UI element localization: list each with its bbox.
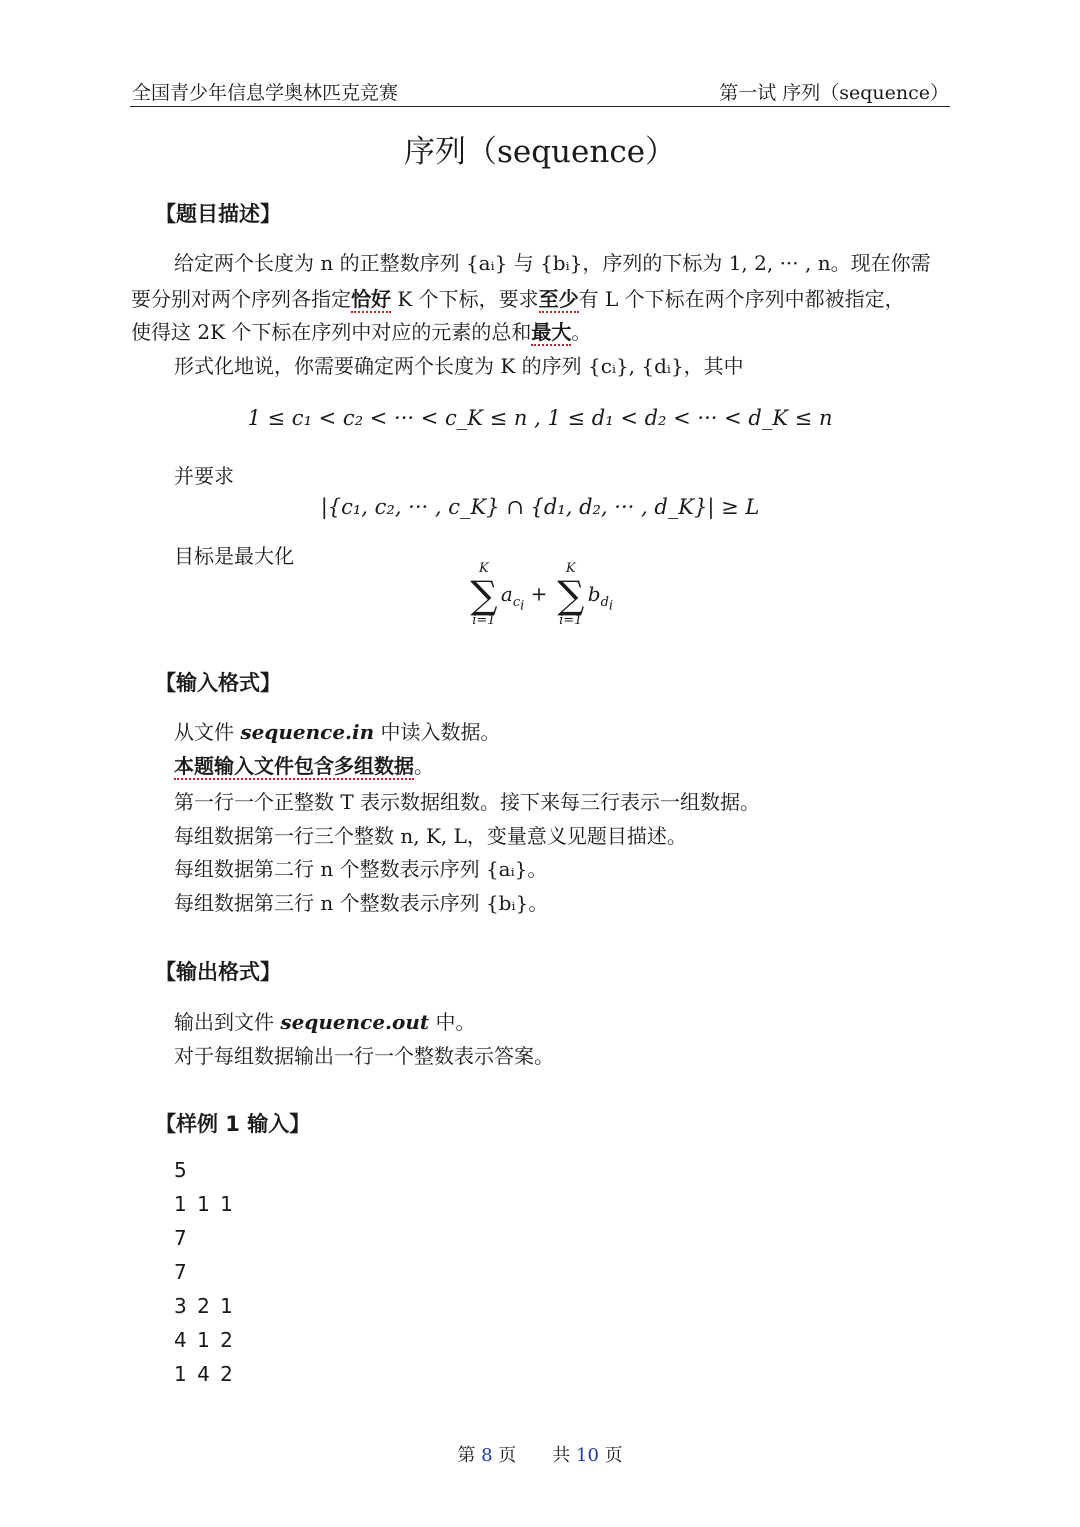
output-line-1	[174, 1006, 475, 1035]
input-line-1	[174, 716, 501, 745]
text: K 个下标，要求	[391, 287, 539, 311]
objective-label: 目标是最大化	[174, 544, 294, 568]
page-footer	[0, 1441, 1080, 1467]
input-line-5: 每组数据第二行 n 个整数表示序列 {aᵢ}。	[174, 857, 548, 881]
sample-line: 1 1 1	[174, 1192, 235, 1216]
text: 页	[598, 1445, 623, 1466]
text: 页 共	[492, 1445, 576, 1466]
formula-objective-sum: K ∑ i=1 $a_{c_i}$ + K ∑ i=1 $b_{d_i}$	[0, 562, 1080, 628]
description-line-2	[131, 283, 905, 312]
formula-index-constraints: 1 ≤ c₁ < c₂ < ··· < c_K ≤ n , 1 ≤ d₁ < d₂ < ··· < d_K ≤ n	[247, 406, 833, 430]
header-competition-name: 全国青少年信息学奥林匹克竞赛	[132, 82, 399, 104]
output-filename: sequence.out	[280, 1010, 430, 1034]
text: 。	[414, 754, 434, 778]
emphasis-multiple-test-cases: 本题输入文件包含多组数据	[174, 754, 414, 778]
description-line-4: 形式化地说，你需要确定两个长度为 K 的序列 {cᵢ}, {dᵢ}，其中	[174, 354, 744, 378]
input-line-3: 第一行一个正整数 T 表示数据组数。接下来每三行表示一组数据。	[174, 790, 761, 814]
output-line-2: 对于每组数据输出一行一个整数表示答案。	[174, 1044, 554, 1068]
requirement-label: 并要求	[174, 464, 234, 488]
input-filename: sequence.in	[240, 720, 375, 744]
sample-line: 7	[174, 1226, 189, 1250]
description-line-3	[131, 316, 591, 345]
input-line-6: 每组数据第三行 n 个整数表示序列 {bᵢ}。	[174, 891, 549, 915]
text: 。	[571, 320, 592, 344]
current-page-number: 8	[481, 1445, 493, 1466]
sum-symbol: K ∑ i=1	[557, 561, 585, 628]
text: 使得这 2K 个下标在序列中对应的元素的总和	[131, 320, 532, 344]
text: 中读入数据。	[374, 720, 501, 744]
description-line-1: 给定两个长度为 n 的正整数序列 {aᵢ} 与 {bᵢ}，序列的下标为 1, 2, ··· , n。现在你需	[174, 251, 931, 275]
text: 输出到文件	[174, 1010, 281, 1034]
page-title: 序列（sequence）	[403, 134, 677, 170]
emphasis-at-least: 至少	[538, 287, 579, 311]
text: 从文件	[174, 720, 241, 744]
header-rule	[130, 106, 950, 107]
sum-symbol: K ∑ i=1	[470, 561, 498, 628]
section-heading-output: 【输出格式】	[155, 960, 281, 984]
section-heading-sample-1-input: 【样例 1 输入】	[155, 1112, 311, 1136]
text: 要分别对两个序列各指定	[131, 287, 351, 311]
text: 中。	[429, 1010, 476, 1034]
header-problem-name: 第一试 序列（sequence）	[719, 82, 949, 104]
input-line-2	[174, 750, 434, 779]
total-pages-number: 10	[576, 1445, 599, 1466]
input-line-4: 每组数据第一行三个整数 n, K, L，变量意义见题目描述。	[174, 824, 687, 848]
section-heading-input: 【输入格式】	[155, 671, 281, 695]
section-heading-description: 【题目描述】	[155, 202, 281, 226]
sample-line: 7	[174, 1260, 189, 1284]
formula-intersection-constraint: |{c₁, c₂, ··· , c_K} ∩ {d₁, d₂, ··· , d_K}| ≥ L	[320, 495, 760, 519]
text: 第	[457, 1445, 482, 1466]
sample-line: 4 1 2	[174, 1328, 235, 1352]
sample-line: 1 4 2	[174, 1362, 235, 1386]
sample-line: 5	[174, 1158, 189, 1182]
emphasis-exactly: 恰好	[351, 287, 391, 311]
sample-line: 3 2 1	[174, 1294, 235, 1318]
text: 有 L 个下标在两个序列中都被指定，	[578, 287, 905, 311]
emphasis-maximum: 最大	[531, 320, 572, 344]
